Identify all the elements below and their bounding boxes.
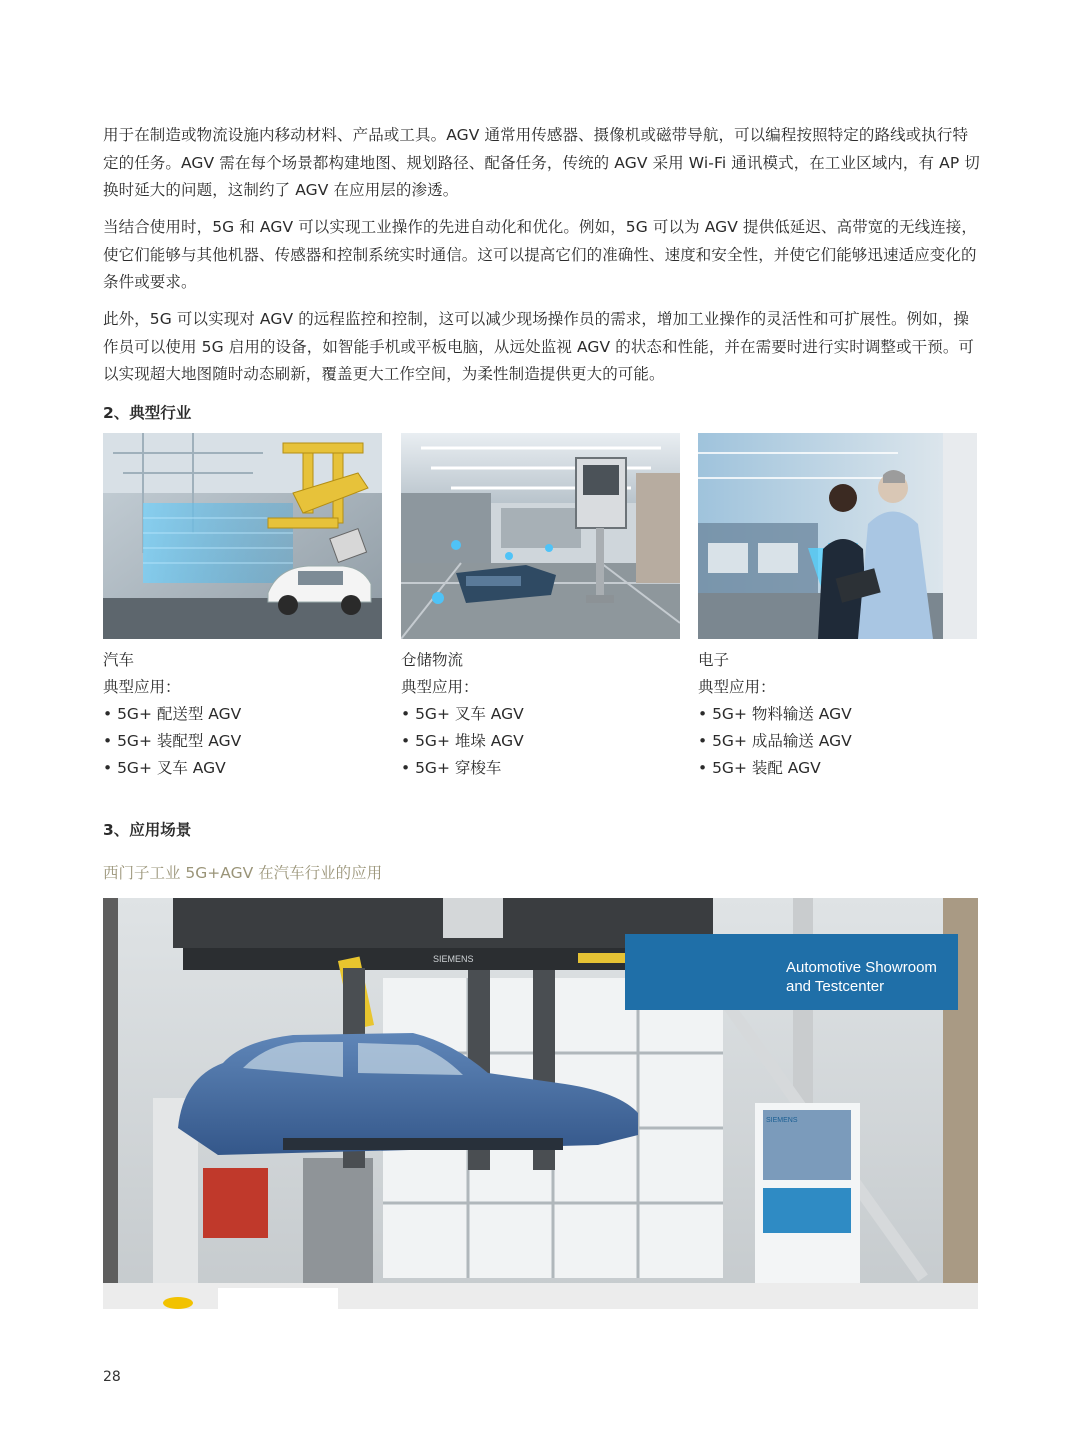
- list-item: • 5G+ 配送型 AGV: [103, 705, 242, 723]
- page-number: 28: [103, 1369, 121, 1385]
- section-heading-industries: 2、典型行业: [103, 404, 192, 422]
- list-item: • 5G+ 物料输送 AGV: [698, 705, 852, 723]
- rollup-brand-text: SIEMENS: [766, 1117, 798, 1124]
- list-item: • 5G+ 成品输送 AGV: [698, 732, 852, 750]
- industry-warehouse: [401, 433, 680, 777]
- industry-automotive: [103, 433, 382, 777]
- list-item: • 5G+ 叉车 AGV: [103, 759, 226, 777]
- banner-line2-text: and Testcenter: [786, 978, 885, 995]
- banner-line1-text: Automotive Showroom: [786, 959, 937, 976]
- list-item: • 5G+ 装配型 AGV: [103, 732, 242, 750]
- electronics-text: [698, 647, 852, 782]
- industry-name: 仓储物流: [401, 651, 464, 669]
- warehouse-photo: [401, 433, 680, 639]
- industry-name: 电子: [698, 651, 730, 669]
- warehouse-text: [401, 647, 524, 782]
- industry-columns: [103, 433, 979, 793]
- crane-brand-text: SIEMENS: [433, 954, 474, 964]
- intro-paragraph: 用于在制造或物流设施内移动材料、产品或工具。AGV 通常用传感器、摄像机或磁带导航，可以编程按照特定的路线或执行特定的任务。AGV 需在每个场景都构建地图、规划路径、配备任务，传统的 AGV 采用 Wi-Fi 通讯模式，在工业区域内，有 AP 切换时延大的问题，这制约了 AGV 在应用层的渗透。: [103, 126, 980, 199]
- list-item: • 5G+ 堆垛 AGV: [401, 732, 524, 750]
- industry-electronics: [698, 433, 977, 777]
- showroom-photo: [103, 898, 978, 1309]
- automotive-photo: [103, 433, 382, 639]
- list-item: • 5G+ 叉车 AGV: [401, 705, 524, 723]
- electronics-photo: [698, 433, 977, 639]
- remote-control-paragraph: 此外，5G 可以实现对 AGV 的远程监控和控制，这可以减少现场操作员的需求，增加工业操作的灵活性和可扩展性。例如，操作员可以使用 5G 启用的设备，如智能手机或平板电脑，从远处监视 AGV 的状态和性能，并在需要时进行实时调整或干预。可以实现超大地图随时动态刷新，覆盖更大工作空间，为柔性制造提供更大的可能。: [103, 310, 975, 383]
- industry-name: 汽车: [103, 651, 135, 669]
- typical-label: 典型应用：: [698, 678, 776, 696]
- list-item: • 5G+ 穿梭车: [401, 759, 502, 777]
- list-item: • 5G+ 装配 AGV: [698, 759, 821, 777]
- automotive-text: [103, 647, 241, 782]
- combination-paragraph: 当结合使用时，5G 和 AGV 可以实现工业操作的先进自动化和优化。例如，5G 可以为 AGV 提供低延迟、高带宽的无线连接，使它们能够与其他机器、传感器和控制系统实时通信。这可以提高它们的准确性、速度和安全性，并使它们能够迅速适应变化的条件或要求。: [103, 218, 978, 291]
- section-heading-scenarios: 3、应用场景: [103, 821, 192, 839]
- scene-caption: 西门子工业 5G+AGV 在汽车行业的应用: [103, 864, 383, 882]
- typical-label: 典型应用：: [103, 678, 181, 696]
- typical-label: 典型应用：: [401, 678, 479, 696]
